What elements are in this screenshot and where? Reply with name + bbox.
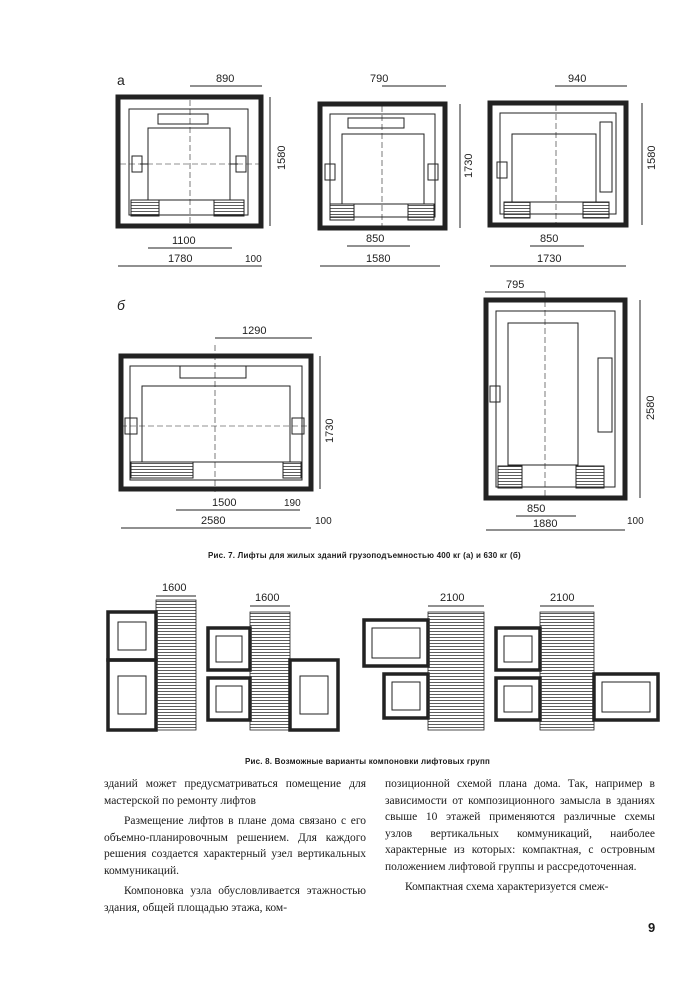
dim-b1-inner: 1500 bbox=[212, 497, 237, 509]
dim-fig8-3: 2100 bbox=[440, 592, 465, 604]
dim-b2-inner: 850 bbox=[527, 503, 546, 515]
dim-a3-side: 1580 bbox=[646, 145, 658, 170]
dim-a2-inner: 850 bbox=[366, 233, 385, 245]
shaft-a2 bbox=[320, 104, 445, 228]
dim-a3-top: 940 bbox=[568, 73, 587, 85]
layout-variant-1 bbox=[108, 600, 196, 730]
dim-a3-inner: 850 bbox=[540, 233, 559, 245]
dim-a2-total: 1580 bbox=[366, 253, 391, 265]
layout-variant-4 bbox=[496, 612, 658, 730]
dim-a2-side: 1730 bbox=[463, 153, 475, 178]
shaft-a1 bbox=[118, 97, 261, 226]
dim-b2-side: 2580 bbox=[645, 395, 657, 420]
dim-a2-top: 790 bbox=[370, 73, 389, 85]
dim-fig8-4: 2100 bbox=[550, 592, 575, 604]
figure-8-caption: Рис. 8. Возможные варианты компоновки лифтовых групп bbox=[245, 757, 491, 766]
layout-variant-3 bbox=[364, 612, 484, 730]
dim-fig8-2: 1600 bbox=[255, 592, 280, 604]
dim-b1-small: 190 bbox=[284, 498, 301, 509]
dim-a1-total: 1780 bbox=[168, 253, 193, 265]
dim-b2-extra: 100 bbox=[627, 516, 644, 527]
dim-b1-extra: 100 bbox=[315, 516, 332, 527]
paragraph: Компактная схема характеризуется смеж- bbox=[405, 881, 609, 893]
paragraph: зданий может предусматриваться помещение для мастерской по ремонту лифтов bbox=[104, 778, 366, 807]
page-number: 9 bbox=[648, 920, 656, 935]
dim-b2-top: 795 bbox=[506, 279, 525, 291]
paragraph: Размещение лифтов в плане дома связано с его объемно-планировочным решением. Для каждого решения создается характерный узел вертикальных коммуникаций. bbox=[104, 815, 366, 877]
shaft-b2 bbox=[486, 292, 625, 498]
dim-a1-extra: 100 bbox=[245, 254, 262, 265]
figure-7-caption: Рис. 7. Лифты для жилых зданий грузоподъемностью 400 кг (а) и 630 кг (б) bbox=[208, 551, 521, 560]
shaft-a3 bbox=[490, 103, 626, 225]
text-column-left bbox=[104, 776, 366, 916]
text-column-right bbox=[385, 776, 655, 896]
dim-b1-total: 2580 bbox=[201, 515, 226, 527]
fig7-label-b: б bbox=[117, 297, 125, 313]
dim-fig8-1: 1600 bbox=[162, 582, 187, 594]
paragraph: позиционной схемой плана дома. Так, например в зависимости от композиционного замысла в зданиях свыше 10 этажей применяются различные схемы узлов вертикальных коммуникаций, наиболее характерные из которых: компактная, с островным положением лифтовой группы и рассредоточенная. bbox=[385, 778, 655, 873]
layout-variant-2 bbox=[208, 612, 338, 730]
dim-a1-top: 890 bbox=[216, 73, 235, 85]
dim-b2-total: 1880 bbox=[533, 518, 558, 530]
dim-b1-side: 1730 bbox=[324, 418, 336, 443]
paragraph: Компоновка узла обусловливается этажностью здания, общей площадью этажа, ком- bbox=[104, 885, 366, 914]
dim-a3-total: 1730 bbox=[537, 253, 562, 265]
shaft-b1 bbox=[121, 345, 311, 492]
dim-a1-side: 1580 bbox=[276, 145, 288, 170]
dim-a1-inner: 1100 bbox=[172, 235, 196, 247]
fig7-label-a: а bbox=[117, 72, 125, 88]
dim-b1-top: 1290 bbox=[242, 325, 267, 337]
